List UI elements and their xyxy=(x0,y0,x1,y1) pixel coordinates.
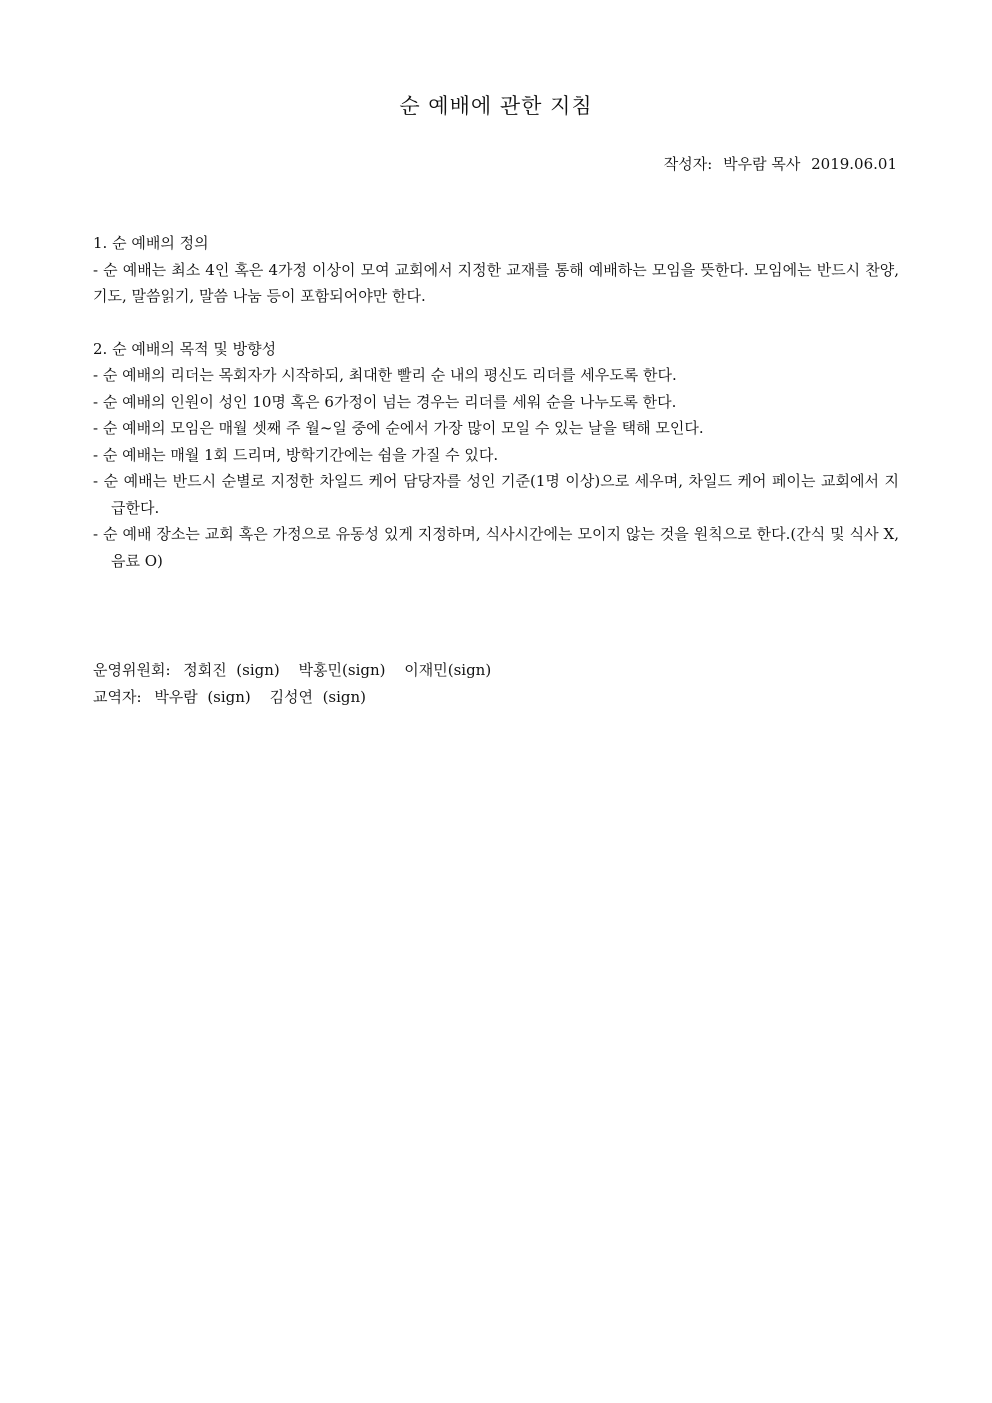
list-item: - 순 예배의 리더는 목회자가 시작하되, 최대한 빨리 순 내의 평신도 리더를 세우도록 한다. xyxy=(93,366,677,384)
signature-entry: 박홍민(sign) xyxy=(298,661,386,679)
minister-label: 교역자: xyxy=(93,688,142,706)
author-name: 박우람 목사 xyxy=(723,155,801,173)
minister-signatures xyxy=(93,684,505,711)
section-heading: 2. 순 예배의 목적 및 방향성 xyxy=(93,339,277,358)
author-line xyxy=(664,153,897,174)
author-date: 2019.06.01 xyxy=(811,155,897,173)
document-title: 순 예배에 관한 지침 xyxy=(399,94,593,118)
section-purpose xyxy=(93,336,899,575)
author-label: 작성자: xyxy=(663,155,713,173)
list-item: - 순 예배 장소는 교회 혹은 가정으로 유동성 있게 지정하며, 식사시간에는 모이지 않는 것을 원칙으로 한다.(간식 및 식사 X, 음료 O) xyxy=(93,525,899,570)
list-item: - 순 예배는 매월 1회 드리며, 방학기간에는 쉼을 가질 수 있다. xyxy=(93,445,499,464)
signature-entry: 박우람 (sign) xyxy=(154,688,251,706)
list-item: - 순 예배의 모임은 매월 셋째 주 월~일 중에 순에서 가장 많이 모일 수 있는 날을 택해 모인다. xyxy=(93,419,704,437)
section-heading: 1. 순 예배의 정의 xyxy=(93,234,209,252)
document-body xyxy=(93,230,899,600)
signature-entry: 정회진 (sign) xyxy=(183,661,280,679)
committee-signatures xyxy=(93,657,505,684)
list-item: - 순 예배의 인원이 성인 10명 혹은 6가정이 넘는 경우는 리더를 세워 순을 나누도록 한다. xyxy=(93,392,677,411)
signature-entry: 이재민(sign) xyxy=(404,661,492,679)
signature-block xyxy=(93,657,505,711)
section-paragraph: - 순 예배는 최소 4인 혹은 4가정 이상이 모여 교회에서 지정한 교재를 통해 예배하는 모임을 뜻한다. 모임에는 반드시 찬양, 기도, 말씀읽기, 말씀 나눔 등이 포함되어야만 한다. xyxy=(93,260,899,305)
section-definition xyxy=(93,230,899,310)
signature-entry: 김성연 (sign) xyxy=(269,688,367,706)
committee-label: 운영위원회: xyxy=(93,661,171,679)
list-item: - 순 예배는 반드시 순별로 지정한 차일드 케어 담당자를 성인 기준(1명 이상)으로 세우며, 차일드 케어 페이는 교회에서 지급한다. xyxy=(93,472,899,517)
